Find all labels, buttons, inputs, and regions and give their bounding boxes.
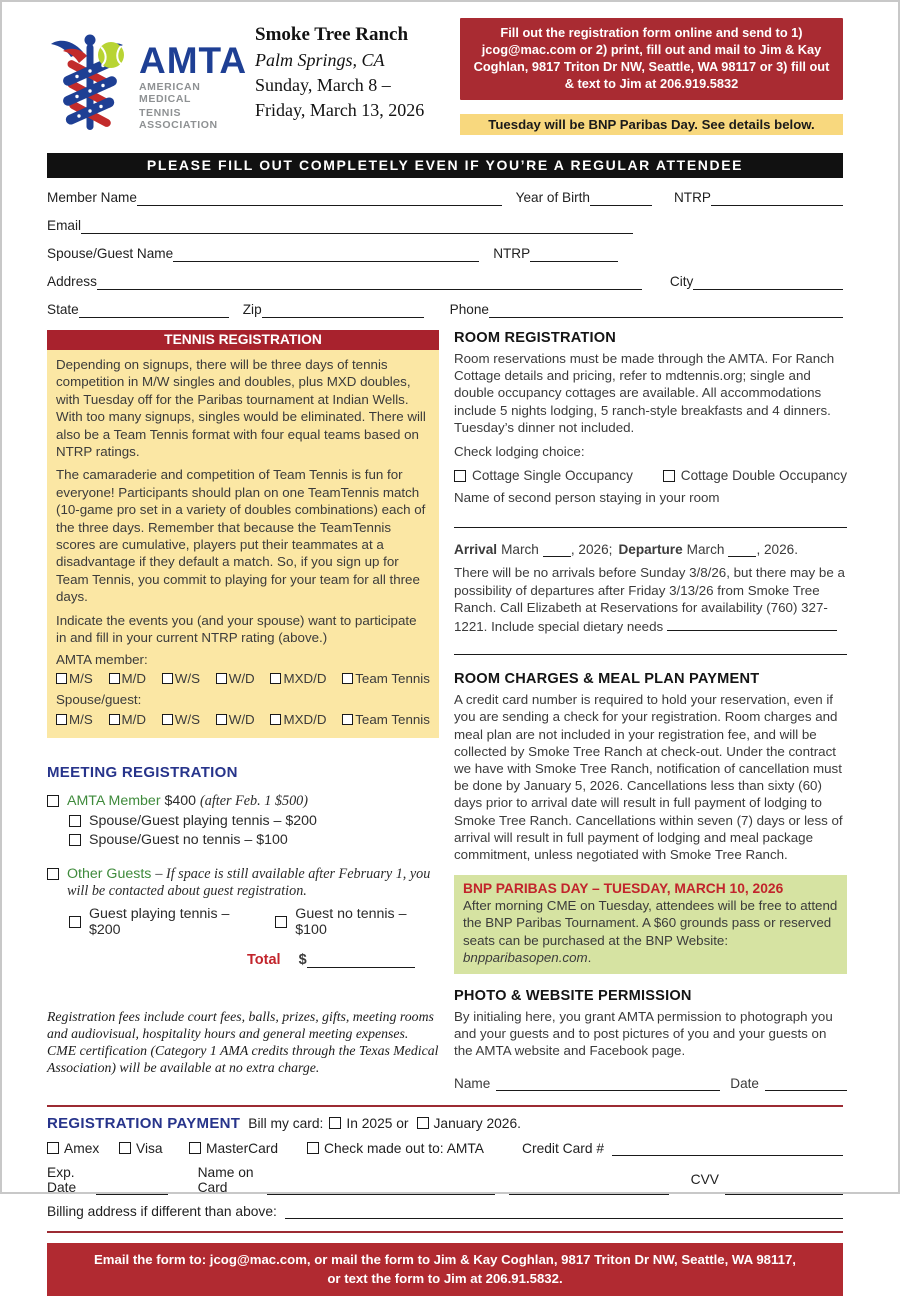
- year-of-birth-label: Year of Birth: [515, 190, 590, 205]
- org-abbreviation: AMTA: [139, 39, 248, 81]
- spouse-name-blank[interactable]: [173, 247, 479, 262]
- bill-2025-checkbox[interactable]: [329, 1117, 341, 1129]
- total-blank[interactable]: [307, 953, 415, 968]
- tennis-para-1: Depending on signups, there will be three days of tennis competition in M/W singles and doubles, plus MXD doubles, with Tuesday off for the Paribas tournament at Indian Wells. With too many signups, singles would be eliminated. There will also be a Team Tennis format with four equal teams based on NTRP ratings.: [56, 357, 426, 460]
- event-dates-line2: Friday, March 13, 2026: [255, 99, 425, 120]
- amta-member-checkbox[interactable]: [47, 795, 59, 807]
- exp-date-blank[interactable]: [96, 1180, 168, 1195]
- event-label-mxdd: MXD/D: [283, 711, 327, 727]
- member-wd-checkbox[interactable]: [216, 673, 227, 684]
- ntrp-blank[interactable]: [711, 191, 843, 206]
- event-label-teamtennis: Team Tennis: [355, 670, 430, 686]
- room-registration-title: ROOM REGISTRATION: [454, 330, 617, 346]
- check-payment-label: Check made out to: AMTA: [324, 1140, 485, 1156]
- event-label-teamtennis: Team Tennis: [355, 711, 430, 727]
- photo-permission-title: PHOTO & WEBSITE PERMISSION: [454, 988, 692, 1005]
- org-name-line2: TENNIS ASSOCIATION: [139, 107, 218, 132]
- address-label: Address: [47, 274, 97, 289]
- amta-logo: [47, 18, 255, 141]
- mastercard-checkbox[interactable]: [189, 1142, 201, 1154]
- lodging-options-row: [454, 468, 847, 483]
- member-name-row: [47, 190, 843, 206]
- event-label-mxdd: MXD/D: [283, 670, 327, 686]
- zip-blank[interactable]: [262, 303, 424, 318]
- spouse-teamtennis-checkbox[interactable]: [342, 714, 353, 725]
- caduceus-tennis-icon: [47, 32, 135, 141]
- billing-address-label: Billing address if different than above:: [47, 1203, 277, 1219]
- photo-permission-section: [454, 988, 847, 1091]
- photo-date-label: Date: [730, 1075, 759, 1091]
- total-currency: $: [298, 952, 307, 969]
- tennis-registration-title: TENNIS REGISTRATION: [47, 330, 439, 350]
- spouse-ms-checkbox[interactable]: [56, 714, 67, 725]
- member-mxdd-checkbox[interactable]: [270, 673, 281, 684]
- spouse-ntrp-label: NTRP: [493, 246, 531, 261]
- bnp-day-title: BNP PARIBAS DAY – TUESDAY, MARCH 10, 2026: [463, 881, 784, 897]
- name-on-card-blank[interactable]: [267, 1180, 495, 1195]
- event-label-ws: W/S: [174, 670, 200, 686]
- photo-name-label: Name: [454, 1075, 491, 1091]
- amta-member-events-row: [56, 670, 430, 687]
- cvv-label: CVV: [690, 1172, 719, 1188]
- photo-permission-para: By initialing here, you grant AMTA permission to photograph you and your guests and to post pictures of you and your guests on the AMTA website and Facebook page.: [454, 1009, 833, 1059]
- email-label: Email: [47, 218, 81, 233]
- spouse-no-tennis-label: Spouse/Guest no tennis – $100: [89, 832, 288, 849]
- amex-label: Amex: [64, 1140, 100, 1156]
- mastercard-label: MasterCard: [206, 1140, 279, 1156]
- photo-name-blank[interactable]: [496, 1076, 720, 1091]
- name-on-card-label: Name on Card: [197, 1164, 254, 1195]
- year-of-birth-blank[interactable]: [590, 191, 652, 206]
- amta-logo-text: [139, 39, 255, 132]
- other-guests-note: – If space is still available after February 1, you will be contacted about guest registration.: [67, 866, 431, 900]
- event-label-md: M/D: [121, 670, 146, 686]
- city-blank[interactable]: [693, 275, 843, 290]
- bill-jan-2026-label: January 2026.: [433, 1115, 521, 1131]
- tennis-registration-box: [47, 330, 439, 738]
- meeting-registration-section: [47, 764, 439, 968]
- spouse-playing-tennis-label: Spouse/Guest playing tennis – $200: [89, 813, 317, 830]
- departure-year: , 2026.: [756, 542, 799, 558]
- dietary-needs-blank-line2[interactable]: [454, 637, 847, 655]
- guest-no-tennis-label: Guest no tennis – $100: [295, 906, 407, 939]
- bill-2025-label: In 2025 or: [346, 1115, 409, 1131]
- spouse-mxdd-checkbox[interactable]: [270, 714, 281, 725]
- second-person-blank[interactable]: [454, 510, 847, 528]
- submission-instructions-note: Fill out the registration form online and send to 1) jcog@mac.com or 2) print, fill out and mail to Jim & Kay Coghlan, 9817 Triton Dr NW, Seattle, WA 98117 or 3) fill out & text to Jim at 206.919.5832: [460, 18, 843, 100]
- meeting-registration-title: MEETING REGISTRATION: [47, 764, 238, 782]
- spouse-ws-checkbox[interactable]: [162, 714, 173, 725]
- email-row: [47, 218, 843, 234]
- credit-card-number-label: Credit Card #: [522, 1140, 605, 1156]
- event-location: Palm Springs, CA: [255, 50, 385, 71]
- bill-my-card-label: Bill my card:: [248, 1115, 324, 1131]
- amta-member-fee: $400: [164, 793, 197, 810]
- visa-label: Visa: [136, 1140, 163, 1156]
- arrival-label: Arrival: [454, 542, 498, 558]
- dietary-needs-blank[interactable]: [667, 616, 837, 631]
- bnp-day-body: [463, 897, 838, 966]
- event-dates-line1: Sunday, March 8 –: [255, 75, 391, 96]
- event-title-block: [255, 18, 460, 123]
- amta-member-fee-note: (after Feb. 1 $500): [200, 793, 308, 810]
- room-charges-section: [454, 671, 847, 863]
- registration-fees-note: Registration fees include court fees, balls, prizes, gifts, meeting rooms and audiovisual, hospitality hours and general meeting expenses. CME certification (Category 1 AMA credits through the Texas Medical Association) will be available at no extra charge.: [47, 1009, 439, 1076]
- tennis-para-2: The camaraderie and competition of Team Tennis is fun for everyone! Participants should plan on one TeamTennis match (10-game pro set in a variety of doubles combinations) each of the three days. Remember that because the TeamTennis scores are cumulative, players put their teammates at a disadvantage if they default a match. So, if you sign up for Team Tennis, you commit to playing for your team for all three days.: [56, 467, 426, 605]
- zip-label: Zip: [242, 302, 262, 317]
- amta-member-events-label: AMTA member:: [56, 651, 148, 667]
- availability-text: There will be no arrivals before Sunday 3/8/26, but there may be a possibility of departures after Friday 3/13/26 from Smoke Tree Ranch. Call Elizabeth at Reservations for availability (760) 327-1221. Include special dietary needs: [454, 565, 845, 635]
- personal-info-fields: [47, 190, 843, 318]
- arrival-year: , 2026;: [570, 542, 613, 558]
- phone-blank[interactable]: [489, 303, 843, 318]
- room-registration-section: [454, 330, 847, 655]
- event-label-md: M/D: [121, 711, 146, 727]
- address-blank[interactable]: [97, 275, 642, 290]
- arrival-day-blank[interactable]: [543, 542, 571, 557]
- member-ws-checkbox[interactable]: [162, 673, 173, 684]
- guest-playing-tennis-checkbox[interactable]: [69, 916, 81, 928]
- fill-out-completely-banner: PLEASE FILL OUT COMPLETELY EVEN IF YOU’RE A REGULAR ATTENDEE: [47, 153, 843, 178]
- room-charges-para: A credit card number is required to hold your reservation, even if you are sending a check for your registration. Room charges and meal plan are not included in your registration fee, and will be collected by Smoke Tree Ranch at check-out. Under the contract we have with Smoke Tree Ranch, notification of cancellation must be done by January 5, 2026. Cancellations less than sixty (60) days prior to arrival date will result in full payment of lodging to Smoke Tree Ranch. Cancellations within seven (7) days or less of arrival will result in full payment of lodging and meal package commitment, unless negotiated with Smoke Tree Ranch.: [454, 692, 843, 863]
- other-guests-checkbox[interactable]: [47, 868, 59, 880]
- availability-para: [454, 564, 847, 635]
- bnp-paribas-day-box: [454, 875, 847, 974]
- spouse-md-checkbox[interactable]: [109, 714, 120, 725]
- room-charges-title: ROOM CHARGES & MEAL PLAN PAYMENT: [454, 671, 760, 688]
- registration-payment-title: REGISTRATION PAYMENT: [47, 1114, 241, 1132]
- photo-name-date-row: [454, 1076, 847, 1091]
- spouse-wd-checkbox[interactable]: [216, 714, 227, 725]
- state-label: State: [47, 302, 79, 317]
- footer-submission-note: Email the form to: jcog@mac.com, or mail the form to Jim & Kay Coghlan, 9817 Triton Dr NW, Seattle, WA 98117, or text the form to Jim at 206.91.5832.: [47, 1243, 843, 1296]
- guest-playing-tennis-label: Guest playing tennis – $200: [89, 906, 230, 939]
- departure-label: Departure: [618, 542, 683, 558]
- exp-date-label: Exp. Date: [47, 1164, 77, 1195]
- second-person-label: Name of second person staying in your room: [454, 490, 720, 506]
- total-label: Total: [247, 952, 281, 969]
- lodging-choice-label: Check lodging choice:: [454, 444, 585, 460]
- spouse-no-tennis-checkbox[interactable]: [69, 834, 81, 846]
- spouse-playing-tennis-checkbox[interactable]: [69, 815, 81, 827]
- member-md-checkbox[interactable]: [109, 673, 120, 684]
- state-zip-phone-row: [47, 302, 843, 318]
- departure-month: March: [686, 542, 725, 558]
- event-venue: Smoke Tree Ranch: [255, 24, 409, 45]
- email-blank[interactable]: [81, 219, 633, 234]
- amta-member-option: [67, 793, 308, 810]
- arrival-month: March: [501, 542, 539, 558]
- billing-address-blank[interactable]: [285, 1204, 843, 1219]
- name-on-card-blank-2[interactable]: [509, 1180, 669, 1195]
- check-payment-checkbox[interactable]: [307, 1142, 319, 1154]
- header: [47, 18, 843, 141]
- right-column: [454, 330, 847, 1091]
- other-guests-option: [67, 866, 439, 900]
- visa-checkbox[interactable]: [119, 1142, 131, 1154]
- member-name-blank[interactable]: [137, 191, 502, 206]
- event-label-ms: M/S: [69, 711, 93, 727]
- spouse-ntrp-blank[interactable]: [530, 247, 618, 262]
- member-teamtennis-checkbox[interactable]: [342, 673, 353, 684]
- cottage-single-checkbox[interactable]: [454, 470, 466, 482]
- event-label-ws: W/S: [174, 711, 200, 727]
- event-label-wd: W/D: [228, 711, 255, 727]
- header-notes: [460, 18, 843, 135]
- guest-no-tennis-checkbox[interactable]: [275, 916, 287, 928]
- bill-jan-2026-checkbox[interactable]: [417, 1117, 429, 1129]
- cottage-double-label: Cottage Double Occupancy: [680, 468, 847, 484]
- spouse-name-label: Spouse/Guest Name: [47, 246, 174, 261]
- bnp-paribas-day-note: Tuesday will be BNP Paribas Day. See details below.: [460, 114, 843, 135]
- phone-label: Phone: [449, 302, 489, 317]
- total-row: [247, 952, 439, 968]
- spouse-name-row: [47, 246, 843, 262]
- arrival-departure-line: [454, 542, 847, 557]
- state-blank[interactable]: [79, 303, 229, 318]
- credit-card-number-blank[interactable]: [612, 1141, 843, 1156]
- left-column: [47, 330, 439, 1076]
- room-registration-para: Room reservations must be made through the AMTA. For Ranch Cottage details and pricing, refer to mdtennis.org; single and double occupancy cottages are available. All accommodations include 5 nights lodging, 5 ranch-style breakfasts and 4 dinners. Tuesday’s dinner not included.: [454, 351, 835, 435]
- city-label: City: [669, 274, 694, 289]
- registration-payment-section: [47, 1107, 843, 1229]
- spouse-guest-events-label: Spouse/guest:: [56, 692, 142, 708]
- cottage-single-label: Cottage Single Occupancy: [472, 468, 633, 484]
- ntrp-label: NTRP: [673, 190, 711, 205]
- event-label-ms: M/S: [69, 670, 93, 686]
- bnp-website: bnpparibasopen.com: [463, 949, 588, 965]
- address-row: [47, 274, 843, 290]
- cvv-blank[interactable]: [725, 1180, 843, 1195]
- member-name-label: Member Name: [47, 190, 137, 205]
- other-guests-label: Other Guests: [67, 866, 152, 883]
- amex-checkbox[interactable]: [47, 1142, 59, 1154]
- bnp-day-text: After morning CME on Tuesday, attendees will be free to attend the BNP Paribas Tournament. A $60 grounds pass or reserved seats can be purchased at the BNP Website:: [463, 898, 838, 948]
- payment-bottom-rule: [47, 1231, 843, 1233]
- bnp-day-period: .: [587, 949, 592, 965]
- member-ms-checkbox[interactable]: [56, 673, 67, 684]
- cottage-double-checkbox[interactable]: [663, 470, 675, 482]
- tennis-para-3: Indicate the events you (and your spouse) want to participate in and fill in your current NTRP rating (above.): [56, 612, 417, 646]
- amta-member-label: AMTA Member: [67, 793, 161, 810]
- org-name-line1: AMERICAN MEDICAL: [139, 80, 201, 105]
- event-label-wd: W/D: [228, 670, 255, 686]
- spouse-guest-events-row: [56, 711, 430, 728]
- photo-date-blank[interactable]: [765, 1076, 847, 1091]
- departure-day-blank[interactable]: [728, 542, 756, 557]
